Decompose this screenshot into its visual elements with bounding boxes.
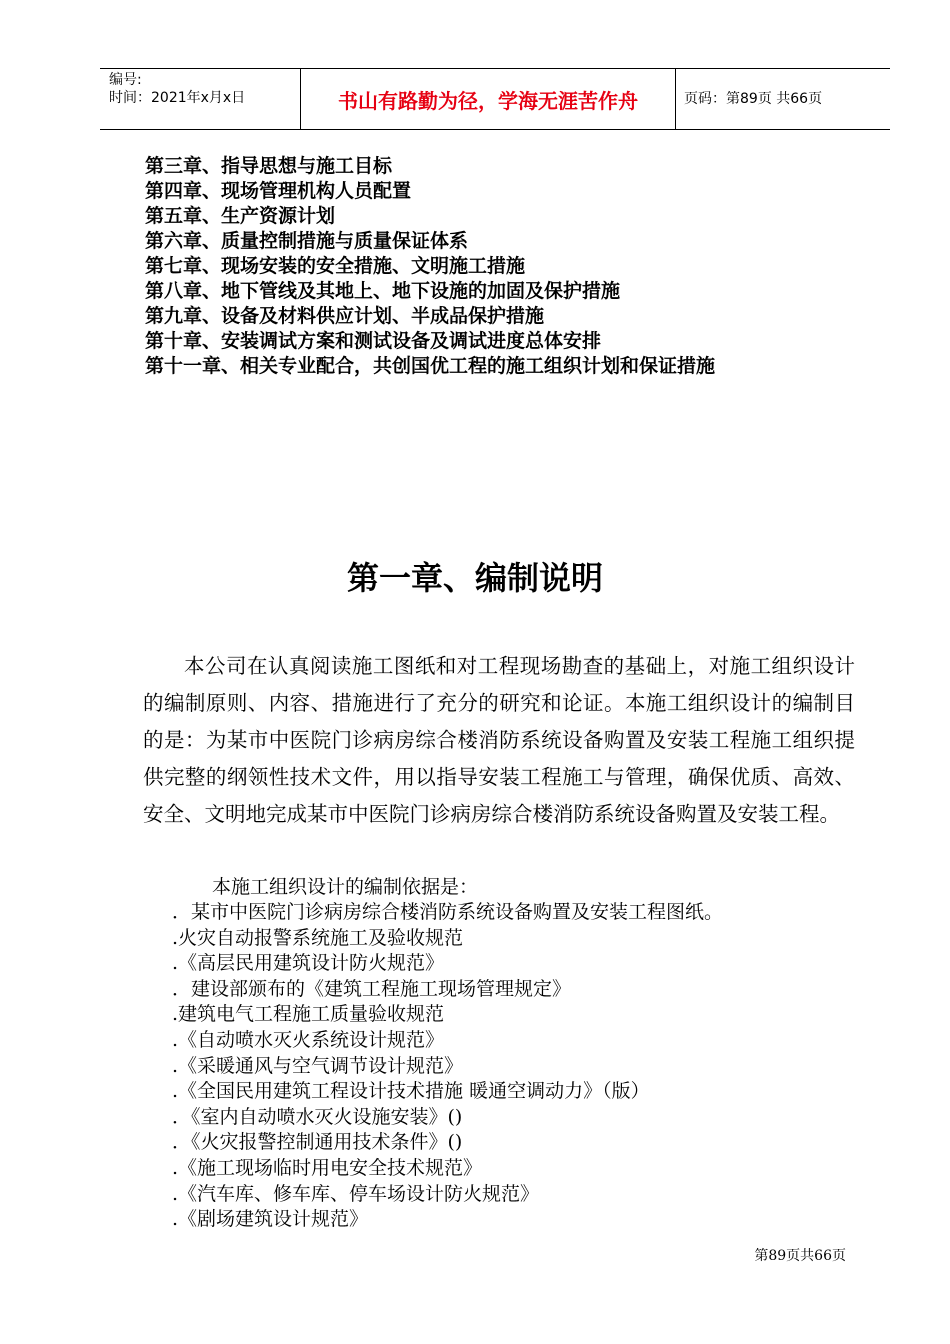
basis-item: .火灾自动报警系统施工及验收规范 [172,926,464,949]
basis-item: .《采暖通风与空气调节设计规范》 [172,1054,464,1077]
basis-item: .《剧场建筑设计规范》 [172,1208,369,1231]
page-header [100,68,890,130]
basis-item: .建筑电气工程施工质量验收规范 [172,1003,445,1026]
basis-item: ．建设部颁布的《建筑工程施工现场管理规定》 [172,977,572,1000]
basis-heading: 本施工组织设计的编制依据是： [212,876,479,898]
toc-item: 第九章、设备及材料供应计划、半成品保护措施 [145,305,545,327]
basis-item: .《高层民用建筑设计防火规范》 [172,952,445,975]
basis-item: ．《室内自动喷水灭火设施安装》() [172,1105,463,1128]
intro-paragraph: 本公司在认真阅读施工图纸和对工程现场勘查的基础上，对施工组织设计的编制原则、内容、措施进行了充分的研究和论证。本施工组织设计的编制目的是：为某市中医院门诊病房综合楼消防系统设备购置及安装工程施工组织提供完整的纲领性技术文件，用以指导安装工程施工与管理，确保优质、高效、安全、文明地完成某市中医院门诊病房综合楼消防系统设备购置及安装工程。 [143,654,855,826]
toc-item: 第八章、地下管线及其地上、地下设施的加固及保护措施 [145,280,621,302]
page-code: 页码：第89页 共66页 [684,91,823,107]
serial-number-label: 编号: [109,72,142,88]
header-page-cell [676,69,890,129]
header-meta-cell [100,69,301,129]
chapter-title: 第一章、编制说明 [346,559,603,597]
toc-item: 第五章、生产资源计划 [145,205,336,227]
toc-item: 第六章、质量控制措施与质量保证体系 [145,230,469,252]
toc-item: 第四章、现场管理机构人员配置 [145,180,412,202]
basis-item: ．某市中医院门诊病房综合楼消防系统设备购置及安装工程图纸。 [172,901,724,923]
basis-item: .《自动喷水灭火系统设计规范》 [172,1028,445,1051]
page-footer: 第89页共66页 [754,1248,846,1264]
table-of-contents [145,154,865,379]
motto: 书山有路勤为径，学海无涯苦作舟 [338,89,638,113]
basis-item: ．《火灾报警控制通用技术条件》() [172,1131,463,1154]
basis-list [172,900,872,1233]
basis-item: .《汽车库、修车库、停车场设计防火规范》 [172,1182,540,1205]
toc-item: 第十一章、相关专业配合，共创国优工程的施工组织计划和保证措施 [145,355,716,377]
toc-item: 第十章、安装调试方案和测试设备及调试进度总体安排 [145,330,602,352]
toc-item: 第三章、指导思想与施工目标 [145,155,393,177]
toc-item: 第七章、现场安装的安全措施、文明施工措施 [145,255,526,277]
basis-item: .《全国民用建筑工程设计技术措施 暖通空调动力》（版） [172,1080,650,1103]
date-label: 时间：2021年x月x日 [109,90,246,106]
basis-item: .《施工现场临时用电安全技术规范》 [172,1156,483,1179]
header-motto-cell [301,69,676,129]
